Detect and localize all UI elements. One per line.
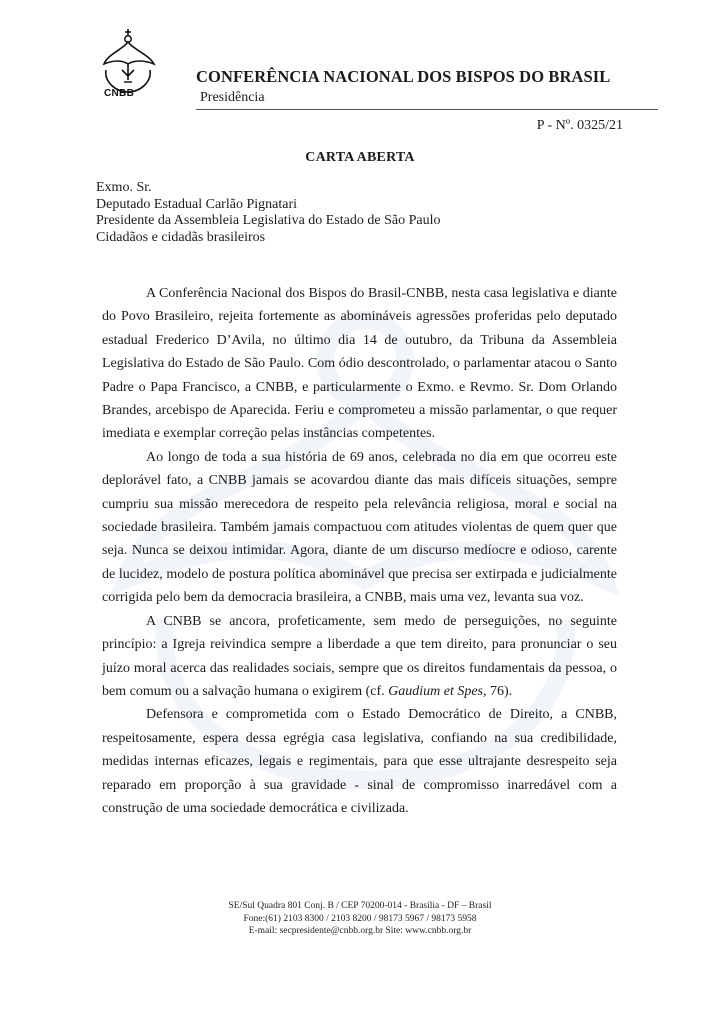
recipient-line: Presidente da Assembleia Legislativa do Estado de São Paulo — [96, 213, 441, 228]
body-paragraph: Ao longo de toda a sua história de 69 anos, celebrada no dia em que ocorreu este deplorável fato, a CNBB jamais se acovardou diante das mais difíceis situações, sempre cumpriu sua missão merecedora de respeito pela relevância religiosa, moral e social na sociedade brasileira. Também jamais compactuou com atitudes violentas de quem quer que seja. Nunca se deixou intimidar. Agora, diante de um discurso medíocre e odioso, carente de lucidez, modelo de postura política abominável que precisa ser extirpada e judicialmente corrigida pelo bem da democracia brasileira, a CNBB, mais uma vez, levanta sua voz. — [102, 449, 617, 606]
letter-body — [102, 282, 617, 820]
recipient-line: Exmo. Sr. — [96, 180, 152, 195]
paragraph-text: A CNBB se ancora, profeticamente, sem medo de perseguições, no seguinte princípio: a Igreja reivindica sempre a liberdade a que tem direito, para pronunciar o seu juízo moral acerca das realidades sociais, sempre que os direitos fundamentais da pessoa, o bem comum ou a salvação humana o exigirem (cf. — [102, 613, 617, 699]
body-paragraph: A Conferência Nacional dos Bispos do Brasil-CNBB, nesta casa legislativa e diante do Povo Brasileiro, rejeita fortemente as abomináveis agressões proferidas pelo deputado estadual Frederico D’Avila, no último dia 14 de outubro, da Tribuna da Assembleia Legislativa do Estado de São Paulo. Com ódio descontrolado, o parlamentar atacou o Santo Padre o Papa Francisco, a CNBB, e particularmente o Exmo. e Revmo. Sr. Dom Orlando Brandes, arcebispo de Aparecida. Feriu e comprometeu a missão parlamentar, o que requer imediata e exemplar correção pelas instâncias competentes. — [102, 286, 617, 442]
footer-contact: E-mail: secpresidente@cnbb.org.br Site: www.cnbb.org.br — [248, 926, 472, 936]
footer — [0, 900, 720, 938]
organization-name: CONFERÊNCIA NACIONAL DOS BISPOS DO BRASIL — [196, 67, 611, 86]
protocol-number: P - Nº. 0325/21 — [536, 118, 623, 133]
recipient-line: Cidadãos e cidadãs brasileiros — [96, 229, 266, 245]
recipient-line: Deputado Estadual Carlão Pignatari — [96, 196, 297, 212]
recipient-block — [96, 180, 440, 246]
department-name: Presidência — [200, 90, 265, 105]
body-paragraph: Defensora e comprometida com o Estado Democrático de Direito, a CNBB, respeitosamente, espera dessa egrégia casa legislativa, confiando na sua credibilidade, medidas internas eficazes, legais e regimentais, para que esse ultrajante desrespeito seja reparado em proporção à sua gravidade - sinal de compromisso inarredável com a construção de uma sociedade democrática e civilizada. — [102, 707, 617, 816]
paragraph-text: , 76). — [483, 683, 513, 699]
header-divider — [196, 109, 658, 110]
logo-caption: CNBB — [104, 88, 135, 99]
citation-title: Gaudium et Spes — [388, 683, 484, 699]
document-title: CARTA ABERTA — [305, 150, 415, 165]
footer-address: SE/Sul Quadra 801 Conj. B / CEP 70200-014 - Brasília - DF – Brasil — [228, 901, 492, 911]
body-paragraph — [102, 610, 617, 704]
footer-phone: Fone:(61) 2103 8300 / 2103 8200 / 98173 5967 / 98173 5958 — [243, 913, 477, 924]
